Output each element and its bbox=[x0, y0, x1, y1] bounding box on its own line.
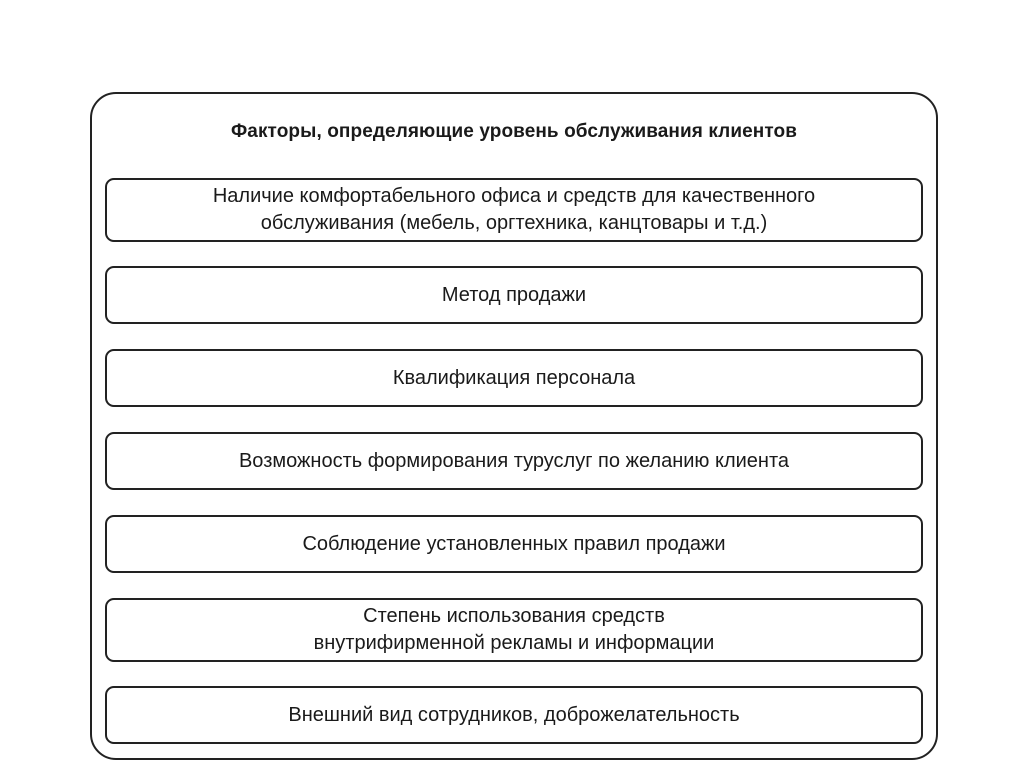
diagram-title: Факторы, определяющие уровень обслуживания клиентов bbox=[230, 121, 798, 142]
factor-label: Метод продажи bbox=[441, 283, 587, 306]
factor-box-staff-qualification bbox=[105, 349, 923, 407]
factor-label: Квалификация персонала bbox=[392, 366, 636, 389]
factor-label: Внешний вид сотрудников, доброжелательность bbox=[288, 703, 740, 726]
factors-container bbox=[90, 92, 938, 760]
factor-label: Степень использования средств внутрифирменной рекламы и информации bbox=[313, 605, 715, 654]
factor-label: Возможность формирования туруслуг по желанию клиента bbox=[238, 449, 790, 472]
factor-box-office-equipment bbox=[105, 178, 923, 242]
factor-box-custom-tours bbox=[105, 432, 923, 490]
factor-box-staff-appearance bbox=[105, 686, 923, 744]
factor-box-sales-method bbox=[105, 266, 923, 324]
factor-label: Наличие комфортабельного офиса и средств для качественного обслуживания (мебель, оргтехника, канцтовары и т.д.) bbox=[212, 185, 816, 234]
factor-label: Соблюдение установленных правил продажи bbox=[302, 532, 726, 555]
factor-box-sales-rules bbox=[105, 515, 923, 573]
factor-box-internal-advertising bbox=[105, 598, 923, 662]
